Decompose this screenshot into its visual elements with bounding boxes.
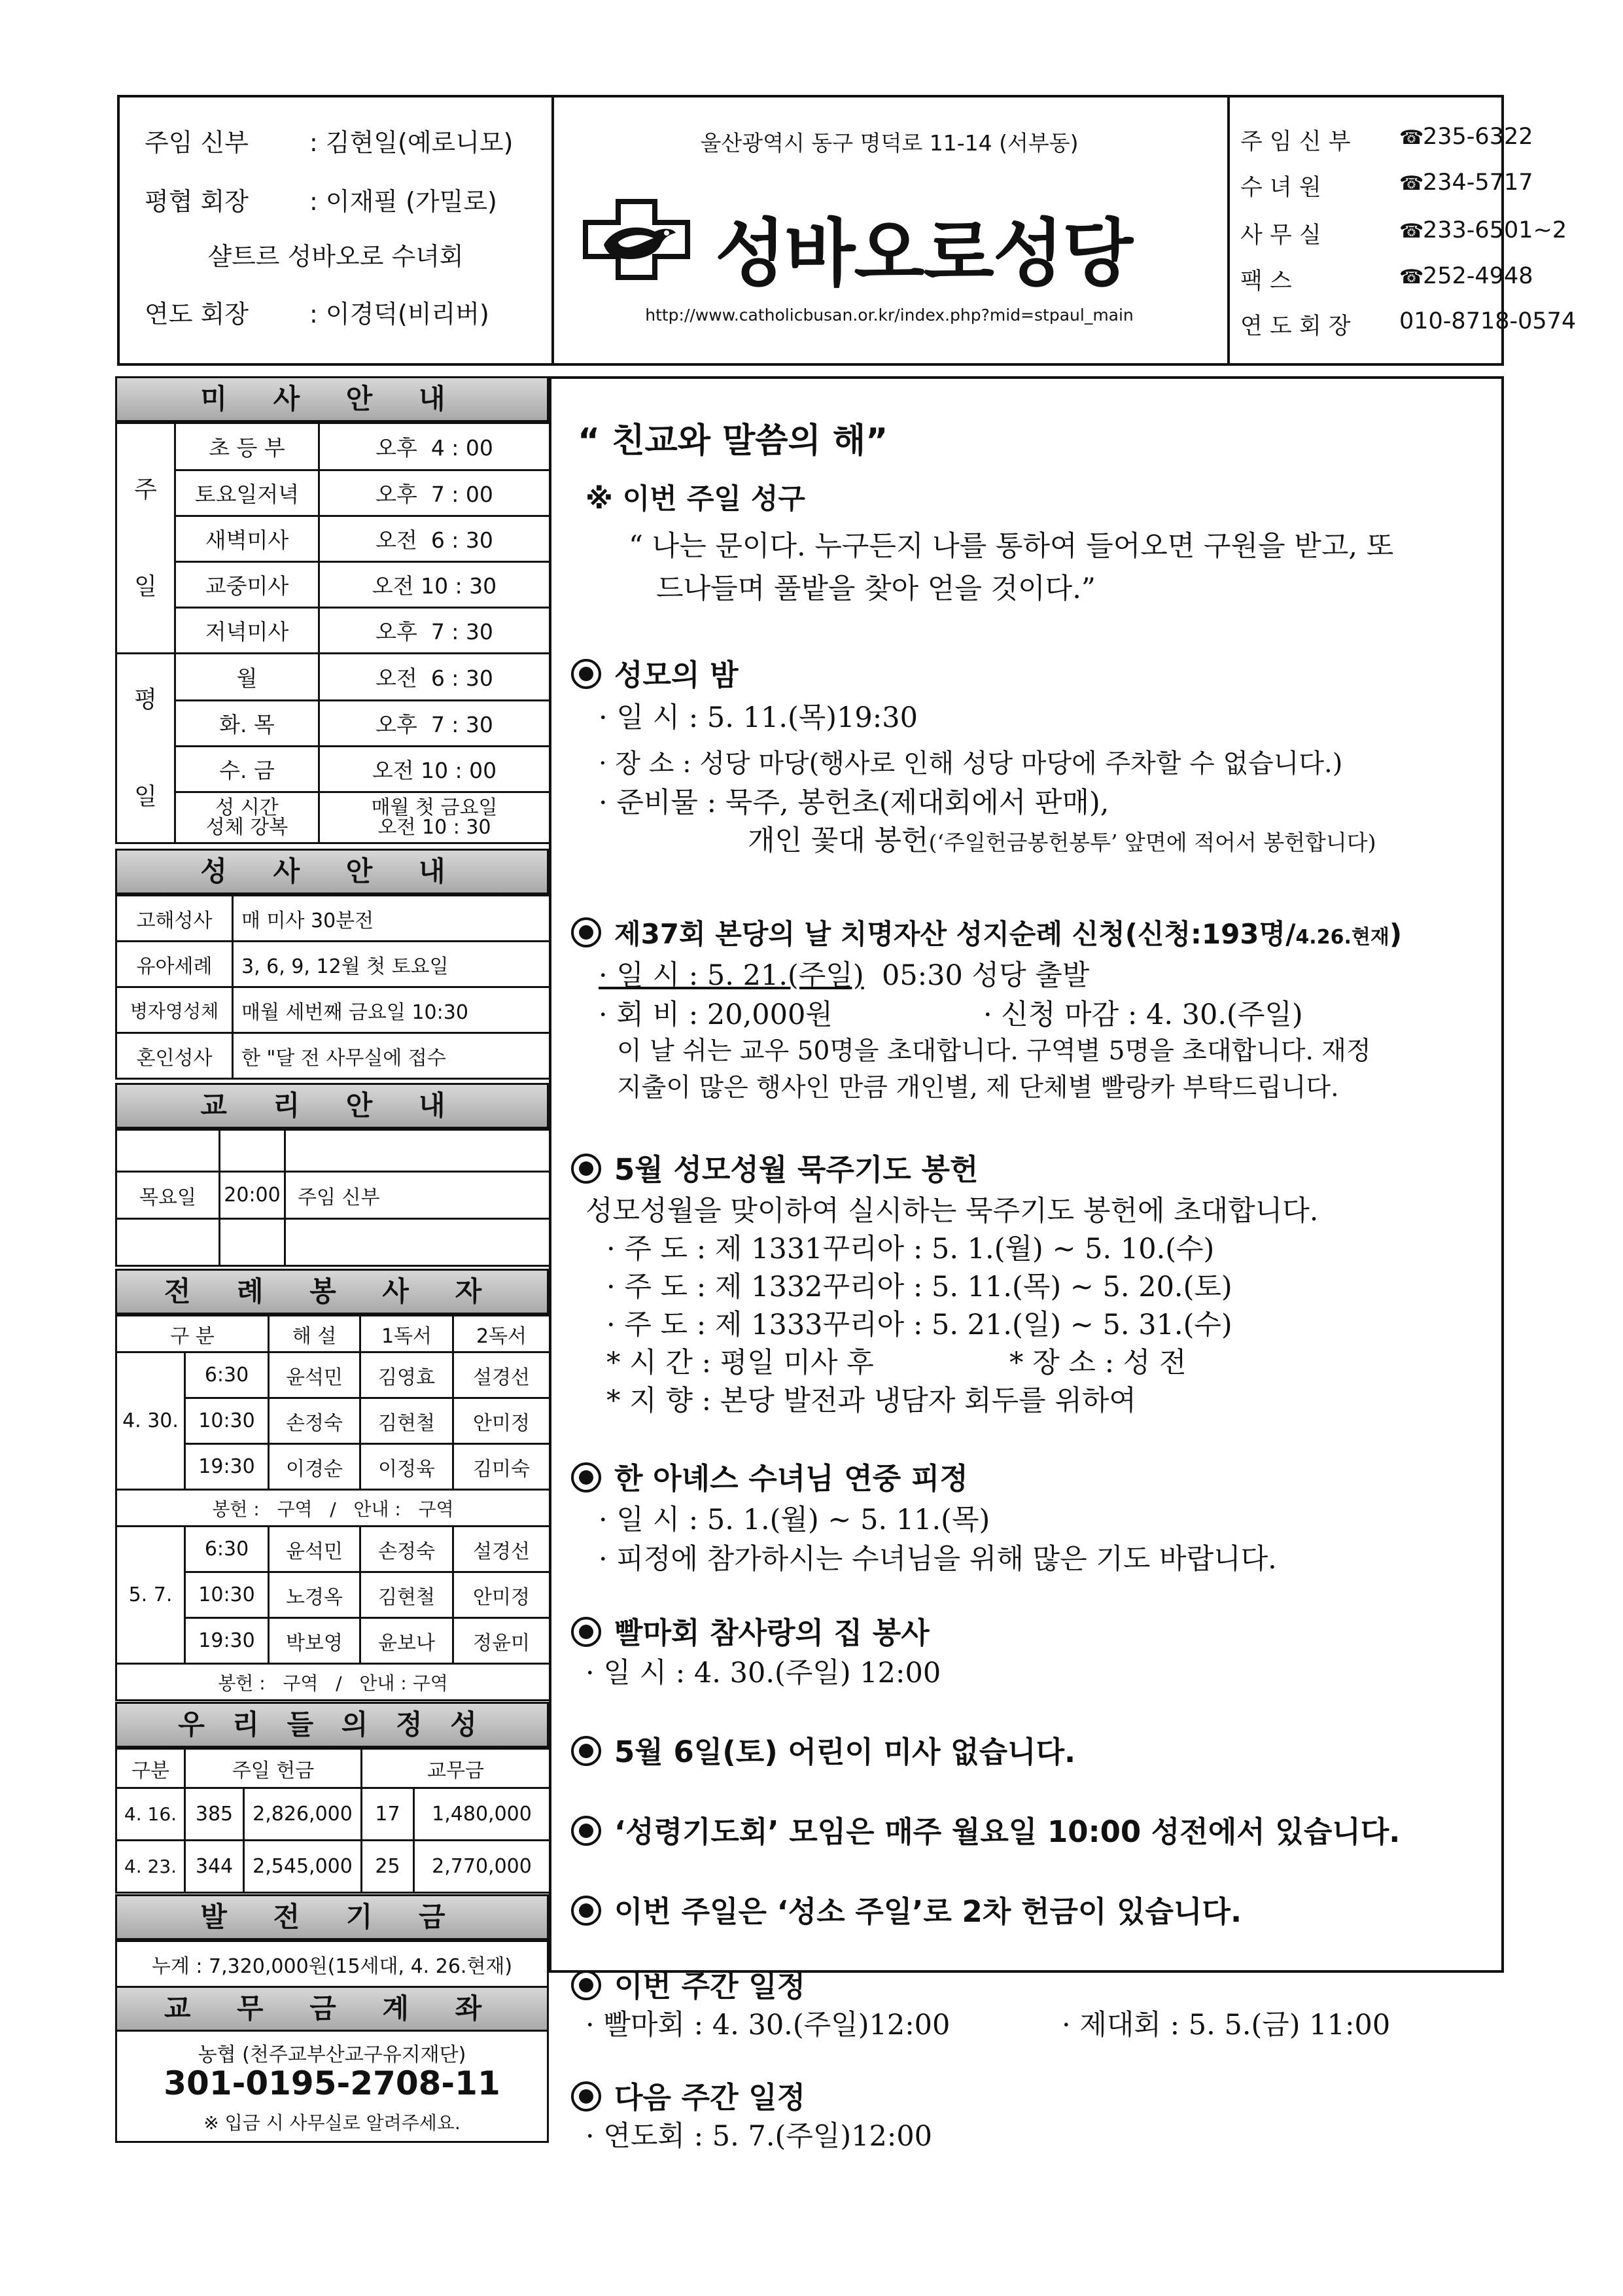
mass-time: 오전 10 : 00	[319, 747, 550, 792]
notice-line: · 일 시 : 5. 1.(월) ~ 5. 11.(목)	[599, 1504, 990, 1536]
notice-line: · 일 시 : 5. 21.(주일) 05:30 성당 출발	[599, 959, 1090, 992]
verse-line: “ 나는 문이다. 누구든지 나를 통하여 들어오면 구원을 받고, 또	[629, 530, 1394, 563]
contact-label: 연 도 회 장	[1240, 313, 1351, 340]
bullet-icon	[571, 917, 601, 947]
notice-line: 이 날 쉬는 교우 50명을 초대합니다. 구역별 5명을 초대합니다. 재정	[617, 1036, 1371, 1066]
phone-icon: ☎	[1399, 266, 1424, 289]
mass-table	[115, 422, 551, 844]
notice-line: 성모성월을 맞이하여 실시하는 묵주기도 봉헌에 초대합니다.	[585, 1195, 1319, 1227]
contact-label: 사 무 실	[1240, 222, 1321, 249]
liturgy-reader2: 설경선	[453, 1527, 550, 1572]
bullet-icon	[571, 1736, 601, 1766]
notice-line: * 지 향 : 본당 발전과 냉담자 회두를 위하여	[606, 1385, 1136, 1417]
notice-title: 5월 성모성월 묵주기도 봉헌	[571, 1146, 978, 1188]
liturgy-reader2: 김미숙	[453, 1444, 550, 1490]
mass-time: 오후 7 : 00	[319, 470, 550, 516]
staff-role: 연도 회장	[145, 300, 249, 328]
sacrament-table	[115, 894, 551, 1080]
section-title-liturgy: 전 례 봉 사 자	[115, 1269, 549, 1315]
year-theme: “ 친교와 말씀의 해”	[578, 421, 888, 461]
bullet-icon	[571, 1970, 601, 2000]
liturgy-reader2: 안미정	[453, 1398, 550, 1444]
notice-title: 이번 주간 일정	[571, 1962, 805, 2005]
notice-line: * 장 소 : 성 전	[1009, 1347, 1187, 1379]
notice-title: 성모의 밤	[571, 651, 739, 694]
offering-amount: 2,826,000	[244, 1788, 362, 1841]
sacrament-name: 고해성사	[116, 896, 233, 942]
announcements-panel	[549, 376, 1504, 2153]
sacrament-name: 유아세례	[116, 942, 233, 987]
contacts-box	[1227, 97, 1577, 363]
liturgy-reader2: 정윤미	[453, 1618, 550, 1664]
contact-number: 010-8718-0574	[1399, 308, 1577, 334]
notice-line: 개인 꽃대 봉헌(‘주일헌금봉헌봉투’ 앞면에 적어서 봉헌합니다)	[748, 824, 1376, 857]
phone-icon: ☎	[1399, 220, 1424, 243]
notice-title: ‘성령기도회’ 모임은 매주 월요일 10:00 성전에서 있습니다.	[571, 1808, 1400, 1850]
liturgy-time: 10:30	[185, 1398, 269, 1444]
liturgy-note: 봉헌 : 구역 / 안내 : 구역	[116, 1664, 550, 1701]
liturgy-commentator: 이경순	[269, 1444, 360, 1490]
mass-time: 매월 첫 금요일 오전 10 : 30	[319, 792, 550, 843]
liturgy-commentator: 손정숙	[269, 1398, 360, 1444]
liturgy-reader1: 김현철	[360, 1398, 453, 1444]
contact-number: 233-6501~2	[1423, 217, 1567, 243]
bullet-icon	[571, 1617, 601, 1647]
contact-label: 주 임 신 부	[1240, 129, 1351, 155]
offering-date: 4. 23.	[116, 1841, 185, 1893]
notice-line: · 주 도 : 제 1333꾸리아 : 5. 21.(일) ~ 5. 31.(수)	[606, 1309, 1232, 1341]
mass-time: 오후 7 : 30	[319, 608, 550, 654]
section-title-account: 교 무 금 계 좌	[115, 1986, 549, 2032]
offering-amount: 2,545,000	[244, 1841, 362, 1893]
mass-time: 오전 10 : 30	[319, 562, 550, 608]
mass-weekday-label: 평 일	[116, 654, 175, 843]
notice-line: · 주 도 : 제 1331꾸리아 : 5. 1.(월) ~ 5. 10.(수)	[606, 1233, 1215, 1265]
notice-line: · 장 소 : 성당 마당(행사로 인해 성당 마당에 주차할 수 없습니다.)	[599, 749, 1343, 779]
offering-count: 344	[185, 1841, 244, 1893]
notice-line: · 제대회 : 5. 5.(금) 11:00	[1062, 2009, 1391, 2041]
offering-header: 교무금	[362, 1749, 550, 1788]
mass-name: 새벽미사	[175, 516, 319, 562]
dove-cross-logo-icon	[578, 194, 695, 285]
account-box	[115, 2032, 549, 2143]
church-url[interactable]: http://www.catholicbusan.or.kr/index.php?mid=stpaul_main	[645, 306, 1134, 325]
staff-name: : 이경덕(비리버)	[309, 300, 489, 328]
notice-title: 빨마회 참사랑의 집 봉사	[571, 1609, 930, 1651]
sisters-name: 샬트르 성바오로 수녀회	[207, 242, 464, 271]
staff-name: : 이재필 (가밀로)	[309, 187, 497, 216]
mass-name: 저녁미사	[175, 608, 319, 654]
section-title-mass: 미 사 안 내	[115, 376, 549, 422]
liturgy-date: 4. 30.	[116, 1352, 185, 1490]
notice-line: · 신청 마감 : 4. 30.(주일)	[983, 998, 1303, 1031]
bullet-icon	[571, 1154, 601, 1184]
notice-line: · 회 비 : 20,000원	[599, 998, 833, 1031]
info-sidebar	[115, 376, 549, 2134]
contact-label: 수 녀 원	[1240, 175, 1321, 201]
doctrine-day: 목요일	[116, 1172, 220, 1219]
mass-time: 오후 4 : 00	[319, 423, 550, 470]
notice-line: * 시 간 : 평일 미사 후	[606, 1347, 874, 1379]
dues-count: 17	[362, 1788, 414, 1841]
bullet-icon	[571, 659, 601, 689]
liturgy-reader1: 윤보나	[360, 1618, 453, 1664]
sacrament-info: 매월 세번째 금요일 10:30	[233, 987, 550, 1033]
staff-role: 평협 회장	[145, 187, 249, 216]
notice-line: · 준비물 : 묵주, 봉헌초(제대회에서 판매),	[599, 786, 1109, 819]
notice-title: 5월 6일(토) 어린이 미사 없습니다.	[571, 1728, 1075, 1771]
staff-name: : 김현일(예로니모)	[309, 128, 514, 157]
staff-role: 주임 신부	[145, 128, 249, 157]
liturgy-time: 6:30	[185, 1527, 269, 1572]
liturgy-time: 10:30	[185, 1572, 269, 1618]
offering-header: 주일 헌금	[185, 1749, 362, 1788]
mass-name: 초 등 부	[175, 423, 319, 470]
bullet-icon	[571, 1816, 601, 1846]
section-title-doctrine: 교 리 안 내	[115, 1083, 549, 1129]
church-address: 울산광역시 동구 명덕로 11-14 (서부동)	[700, 130, 1079, 156]
church-title-box	[551, 97, 1230, 363]
section-title-sacrament: 성 사 안 내	[115, 849, 549, 894]
liturgy-commentator: 노경옥	[269, 1572, 360, 1618]
liturgy-reader1: 김현철	[360, 1572, 453, 1618]
offering-count: 385	[185, 1788, 244, 1841]
notice-line: · 연도회 : 5. 7.(주일)12:00	[585, 2120, 933, 2153]
notice-title: 한 아녜스 수녀님 연중 피정	[571, 1455, 968, 1497]
bullet-icon	[571, 2081, 601, 2111]
verse-title: ※ 이번 주일 성구	[585, 483, 805, 516]
dues-amount: 1,480,000	[414, 1788, 550, 1841]
sacrament-info: 매 미사 30분전	[233, 896, 550, 942]
liturgy-time: 19:30	[185, 1444, 269, 1490]
account-bank: 농협 (천주교부산교구유지재단)	[198, 2043, 466, 2066]
liturgy-header: 1독서	[360, 1316, 453, 1352]
mass-name: 성 시간 성체 강복	[175, 792, 319, 843]
staff-box	[120, 97, 554, 363]
liturgy-commentator: 윤석민	[269, 1352, 360, 1398]
mass-name: 토요일저녁	[175, 470, 319, 516]
notice-title: 제37회 본당의 날 치명자산 성지순례 신청(신청:193명/4.26.현재)	[571, 913, 1402, 952]
liturgy-note: 봉헌 : 구역 / 안내 : 구역	[116, 1490, 550, 1527]
bullet-icon	[571, 1896, 601, 1926]
liturgy-commentator: 박보영	[269, 1618, 360, 1664]
phone-icon: ☎	[1399, 126, 1424, 149]
liturgy-time: 19:30	[185, 1618, 269, 1664]
notice-line: · 피정에 참가하시는 수녀님을 위해 많은 기도 바랍니다.	[599, 1543, 1277, 1576]
offering-header: 구분	[116, 1749, 185, 1788]
liturgy-reader2: 안미정	[453, 1572, 550, 1618]
liturgy-time: 6:30	[185, 1352, 269, 1398]
contact-label: 팩 스	[1240, 268, 1292, 294]
doctrine-table	[115, 1129, 551, 1267]
mass-name: 수. 금	[175, 747, 319, 792]
verse-line: 드나들며 풀밭을 찾아 얻을 것이다.”	[656, 573, 1096, 605]
contact-number: 234-5717	[1423, 169, 1533, 196]
notice-line: · 빨마회 : 4. 30.(주일)12:00	[585, 2009, 951, 2041]
contact-number: 235-6322	[1423, 124, 1533, 150]
mass-name: 화. 목	[175, 701, 319, 747]
mass-sunday-label: 주 일	[116, 423, 175, 654]
mass-name: 교중미사	[175, 562, 319, 608]
liturgy-reader1: 이정육	[360, 1444, 453, 1490]
notice-line: · 일 시 : 5. 11.(목)19:30	[599, 701, 918, 734]
notice-title: 이번 주일은 ‘성소 주일’로 2차 헌금이 있습니다.	[571, 1888, 1242, 1930]
contact-number: 252-4948	[1423, 263, 1533, 289]
account-number: 301-0195-2708-11	[164, 2064, 500, 2102]
doctrine-time: 20:00	[220, 1172, 285, 1219]
offering-date: 4. 16.	[116, 1788, 185, 1841]
notice-line: · 주 도 : 제 1332꾸리아 : 5. 11.(목) ~ 5. 20.(토)	[606, 1271, 1232, 1303]
sacrament-name: 병자영성체	[116, 987, 233, 1033]
liturgy-header: 해 설	[269, 1316, 360, 1352]
phone-icon: ☎	[1399, 172, 1424, 195]
church-name: 성바오로성당	[715, 211, 1132, 296]
liturgy-date: 5. 7.	[116, 1527, 185, 1664]
liturgy-table	[115, 1315, 551, 1701]
dues-amount: 2,770,000	[414, 1841, 550, 1893]
doctrine-teacher: 주임 신부	[285, 1172, 550, 1219]
fund-total: 누계 : 7,320,000원(15세대, 4. 26.현재)	[116, 1941, 548, 1987]
notice-title: 다음 주간 일정	[571, 2074, 805, 2116]
mass-time: 오전 6 : 30	[319, 516, 550, 562]
liturgy-header: 구 분	[116, 1316, 269, 1352]
staff-row-sisters	[120, 236, 551, 272]
dues-count: 25	[362, 1841, 414, 1893]
bulletin-header	[117, 95, 1577, 366]
sacrament-info: 한 "달 전 사무실에 접수	[233, 1033, 550, 1079]
notice-line: · 일 시 : 4. 30.(주일) 12:00	[585, 1657, 941, 1689]
liturgy-reader1: 김영효	[360, 1352, 453, 1398]
fund-table	[115, 1940, 549, 1988]
account-note: ※ 입금 시 사무실로 알려주세요.	[203, 2112, 461, 2134]
offering-table	[115, 1748, 551, 1894]
sacrament-name: 혼인성사	[116, 1033, 233, 1079]
section-title-fund: 발 전 기 금	[115, 1894, 549, 1940]
liturgy-reader2: 설경선	[453, 1352, 550, 1398]
liturgy-commentator: 윤석민	[269, 1527, 360, 1572]
mass-time: 오후 7 : 30	[319, 701, 550, 747]
sacrament-info: 3, 6, 9, 12월 첫 토요일	[233, 942, 550, 987]
section-title-offering: 우 리 들 의 정 성	[115, 1702, 549, 1748]
notice-line: 지출이 많은 행사인 만큼 개인별, 제 단체별 빨랑카 부탁드립니다.	[617, 1073, 1339, 1103]
liturgy-header: 2독서	[453, 1316, 550, 1352]
mass-name: 월	[175, 654, 319, 701]
bullet-icon	[571, 1462, 601, 1492]
liturgy-reader1: 손정숙	[360, 1527, 453, 1572]
church-logo	[578, 192, 1199, 296]
mass-time: 오전 6 : 30	[319, 654, 550, 701]
